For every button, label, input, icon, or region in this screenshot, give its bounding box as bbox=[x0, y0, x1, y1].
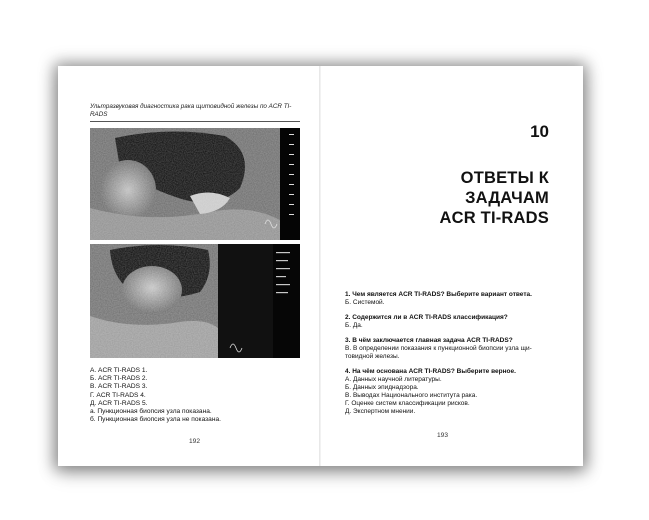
chapter-title-line: ЗАДАЧАМ bbox=[465, 189, 549, 207]
option-item: В. ACR TI-RADS 3. bbox=[90, 383, 148, 391]
chapter-title-line: ACR TI-RADS bbox=[439, 209, 549, 227]
answer-line: Б. Да. bbox=[345, 322, 363, 329]
option-item: а. Пункционная биопсия узла показана. bbox=[90, 408, 212, 416]
book-spread bbox=[58, 66, 583, 466]
ultrasound-image-top bbox=[90, 128, 300, 240]
right-page bbox=[320, 66, 583, 466]
ultrasound-image-bottom bbox=[90, 244, 300, 358]
chapter-number: 10 bbox=[530, 122, 549, 141]
option-item: Б. ACR TI-RADS 2. bbox=[90, 375, 148, 383]
option-item: Д. ACR TI-RADS 5. bbox=[90, 399, 148, 407]
answer-line: Б. Данных эпиднадзора. bbox=[345, 384, 419, 391]
answer-line: Д. Экспертном мнении. bbox=[345, 408, 416, 415]
option-item: А. ACR TI-RADS 1. bbox=[90, 367, 148, 374]
answer-line: В. Выводах Национального института рака. bbox=[345, 392, 478, 399]
running-head: Ультразвуковая диагностика рака щитовидной железы по ACR TI-RADS bbox=[90, 103, 292, 118]
answer-line: Б. Системой. bbox=[345, 299, 385, 306]
option-item: Г. ACR TI-RADS 4. bbox=[90, 391, 146, 399]
chapter-title bbox=[440, 168, 549, 228]
answer-line: Г. Оценке систем классификации рисков. bbox=[345, 400, 470, 407]
question-text: 2. Содержится ли в ACR TI-RADS классификация? bbox=[345, 314, 508, 321]
question-text: 4. На чём основана ACR TI-RADS? Выберите верное. bbox=[345, 368, 516, 375]
option-item: б. Пункционная биопсия узла не показана. bbox=[90, 416, 221, 424]
page-number-right: 193 bbox=[437, 432, 449, 439]
answer-line: А. Данных научной литературы. bbox=[345, 376, 442, 383]
question-text: 1. Чем является ACR TI-RADS? Выберите вариант ответа. bbox=[345, 291, 532, 298]
page-number-left: 192 bbox=[189, 438, 201, 445]
chapter-title-line: ОТВЕТЫ К bbox=[460, 169, 549, 187]
question-text: 3. В чём заключается главная задача ACR TI-RADS? bbox=[345, 337, 513, 344]
running-head-rule bbox=[90, 121, 300, 122]
left-page bbox=[58, 66, 320, 466]
answers-list bbox=[345, 291, 560, 416]
answer-options bbox=[90, 367, 305, 424]
answer-line: товидной железы. bbox=[345, 353, 400, 360]
answer-line: В. В определении показания к пункционной биопсии узла щи- bbox=[345, 345, 532, 352]
